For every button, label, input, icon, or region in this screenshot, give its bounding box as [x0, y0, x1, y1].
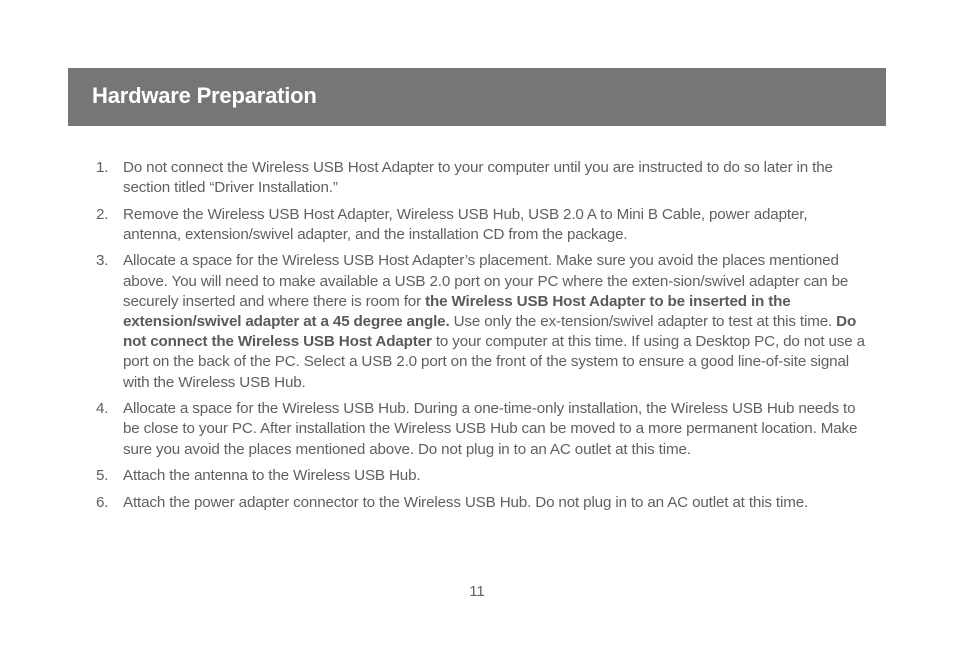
step-number: 3.	[96, 252, 109, 270]
step-text-emphasis: Do not connect the Wireless USB Host Adapter	[123, 313, 857, 351]
step-text	[123, 467, 420, 484]
page-number: 11	[469, 583, 485, 600]
step-number: 6.	[96, 493, 109, 511]
step-number: 5.	[96, 467, 109, 485]
step-text-segment: to your computer at this time. If using a Desktop PC, do not use a port on the back of the PC. Select a USB 2.0 port on the front of the system to ensure a good line-of-site signal with the Wireless USB Hub.	[123, 333, 865, 391]
step-text-segment: Remove the Wireless USB Host Adapter, Wireless USB Hub, USB 2.0 A to Mini B Cable, power adapter, antenna, extension/swivel adapter, and the installation CD from the package.	[123, 205, 808, 243]
step-text-segment: Use only the ex-tension/swivel adapter to test at this time.	[449, 313, 837, 331]
section-title: Hardware Preparation	[92, 83, 317, 108]
step-text-segment: Allocate a space for the Wireless USB Hub. During a one-time-only installation, the Wireless USB Hub needs to be close to your PC. After installation the Wireless USB Hub can be moved to a more permanent location. Make sure you avoid the places mentioned above. Do not plug in to an AC outlet at this time.	[123, 400, 858, 458]
step-text-segment: Attach the power adapter connector to the Wireless USB Hub. Do not plug in to an AC outlet at this time.	[123, 493, 809, 511]
step-text	[123, 206, 807, 243]
instruction-list	[96, 158, 866, 519]
instruction-step	[96, 466, 866, 486]
step-text	[123, 252, 865, 390]
step-text	[123, 494, 808, 511]
instruction-step	[96, 205, 866, 245]
section-header-bar	[68, 68, 886, 126]
step-text-segment: Allocate a space for the Wireless USB Host Adapter’s placement. Make sure you avoid the places mentioned above. You will need to make available a USB 2.0 port on your PC where the exten-sion/swivel adapter can be securely inserted and where there is room for	[123, 252, 849, 310]
step-text-segment: Attach the antenna to the Wireless USB Hub.	[123, 467, 421, 485]
step-text	[123, 400, 857, 457]
instruction-step	[96, 158, 866, 198]
step-number: 4.	[96, 400, 109, 418]
step-text	[123, 159, 833, 196]
instruction-step	[96, 493, 866, 513]
step-text-emphasis: the Wireless USB Host Adapter to be inserted in the extension/swivel adapter at a 45 degree angle.	[123, 292, 791, 331]
instruction-step	[96, 251, 866, 392]
step-number: 1.	[96, 159, 109, 176]
step-text-segment: Do not connect the Wireless USB Host Adapter to your computer until you are instructed to do so later in the section titled “Driver Installation.”	[123, 159, 833, 197]
instruction-step	[96, 399, 866, 460]
step-number: 2.	[96, 205, 109, 223]
